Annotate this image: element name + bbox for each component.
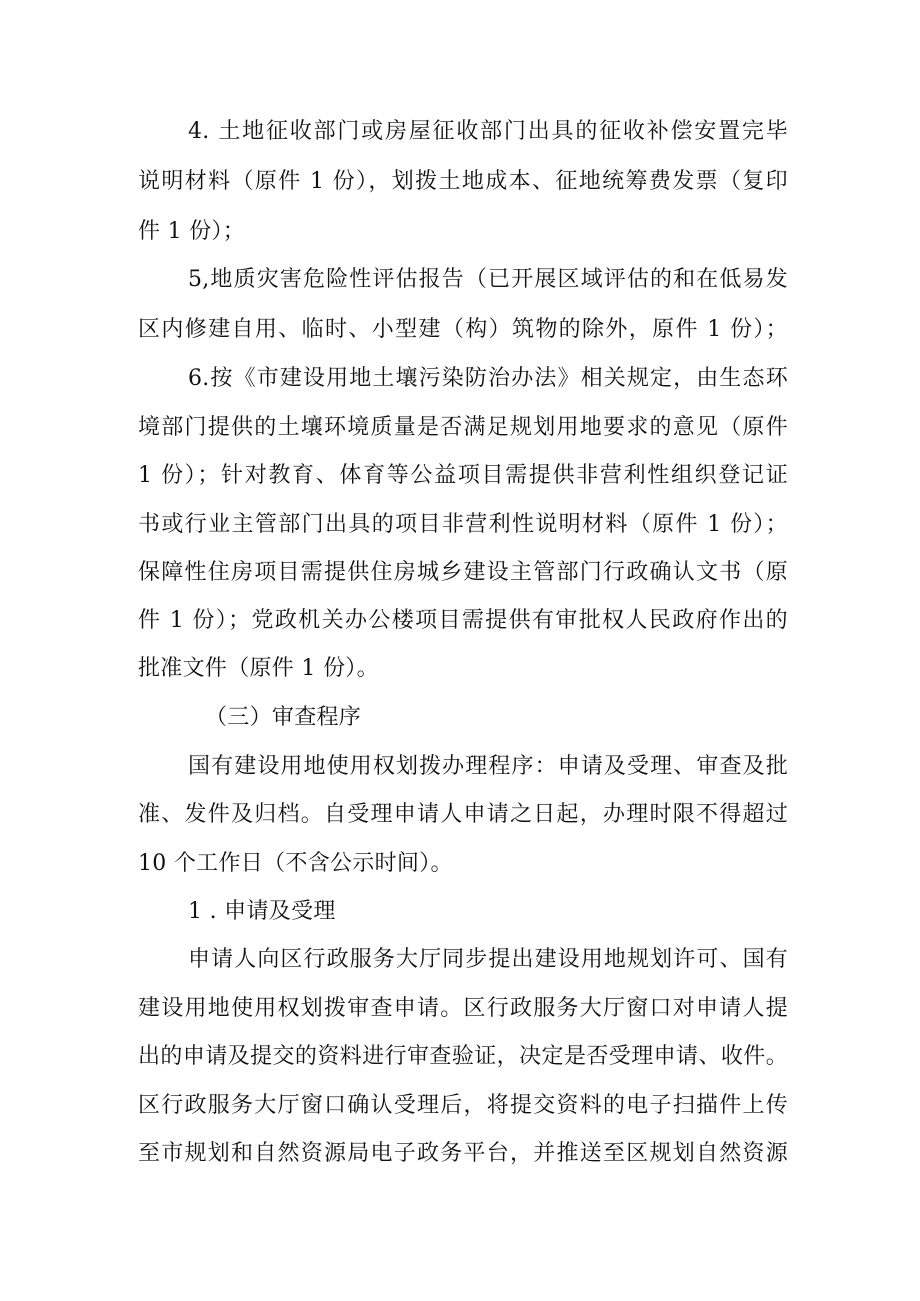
text-line: 5,地质灾害危险性评估报告（已开展区域评估的和在低易发 (188, 267, 788, 292)
text-line: 10 个工作日（不含公示时间）。 (138, 851, 453, 876)
subsection-heading: 1 . 申请及受理 (188, 899, 336, 924)
text-line: 4. 土地征收部门或房屋征收部门出具的征收补偿安置完毕 (188, 119, 788, 144)
text-line: 6.按《市建设用地土壤污染防治办法》相关规定，由生态环 (188, 366, 788, 391)
text-line: 申请人向区行政服务大厅同步提出建设用地规划许可、国有 (188, 947, 788, 972)
text-line: 书或行业主管部门出具的项目非营利性说明材料（原件 1 份）； (138, 512, 788, 537)
text-line: 件 1 份）； (138, 219, 246, 244)
text-line: 建设用地使用权划拨审查申请。区行政服务大厅窗口对申请人提 (138, 996, 788, 1021)
text-line: 出的申请及提交的资料进行审查验证，决定是否受理申请、收件。 (138, 1044, 788, 1069)
text-line: 至市规划和自然资源局电子政务平台，并推送至区规划自然资源 (138, 1141, 788, 1166)
text-line: 区行政服务大厅窗口确认受理后，将提交资料的电子扫描件上传 (138, 1093, 788, 1118)
text-line: 保障性住房项目需提供住房城乡建设主管部门行政确认文书（原 (138, 560, 788, 585)
text-line: 境部门提供的土壤环境质量是否满足规划用地要求的意见（原件 (138, 415, 788, 440)
section-heading: （三）审查程序 (205, 705, 362, 730)
text-line: 说明材料（原件 1 份），划拨土地成本、征地统筹费发票（复印 (138, 169, 788, 194)
text-line: 国有建设用地使用权划拨办理程序：申请及受理、审查及批 (188, 754, 788, 779)
text-line: 批准文件（原件 1 份）。 (138, 656, 379, 681)
text-line: 区内修建自用、临时、小型建（构）筑物的除外，原件 1 份）； (138, 317, 788, 342)
text-line: 准、发件及归档。自受理申请人申请之日起，办理时限不得超过 (138, 802, 788, 827)
text-line: 件 1 份）；党政机关办公楼项目需提供有审批权人民政府作出的 (138, 608, 788, 633)
text-line: 1 份）；针对教育、体育等公益项目需提供非营利性组织登记证 (138, 463, 788, 488)
